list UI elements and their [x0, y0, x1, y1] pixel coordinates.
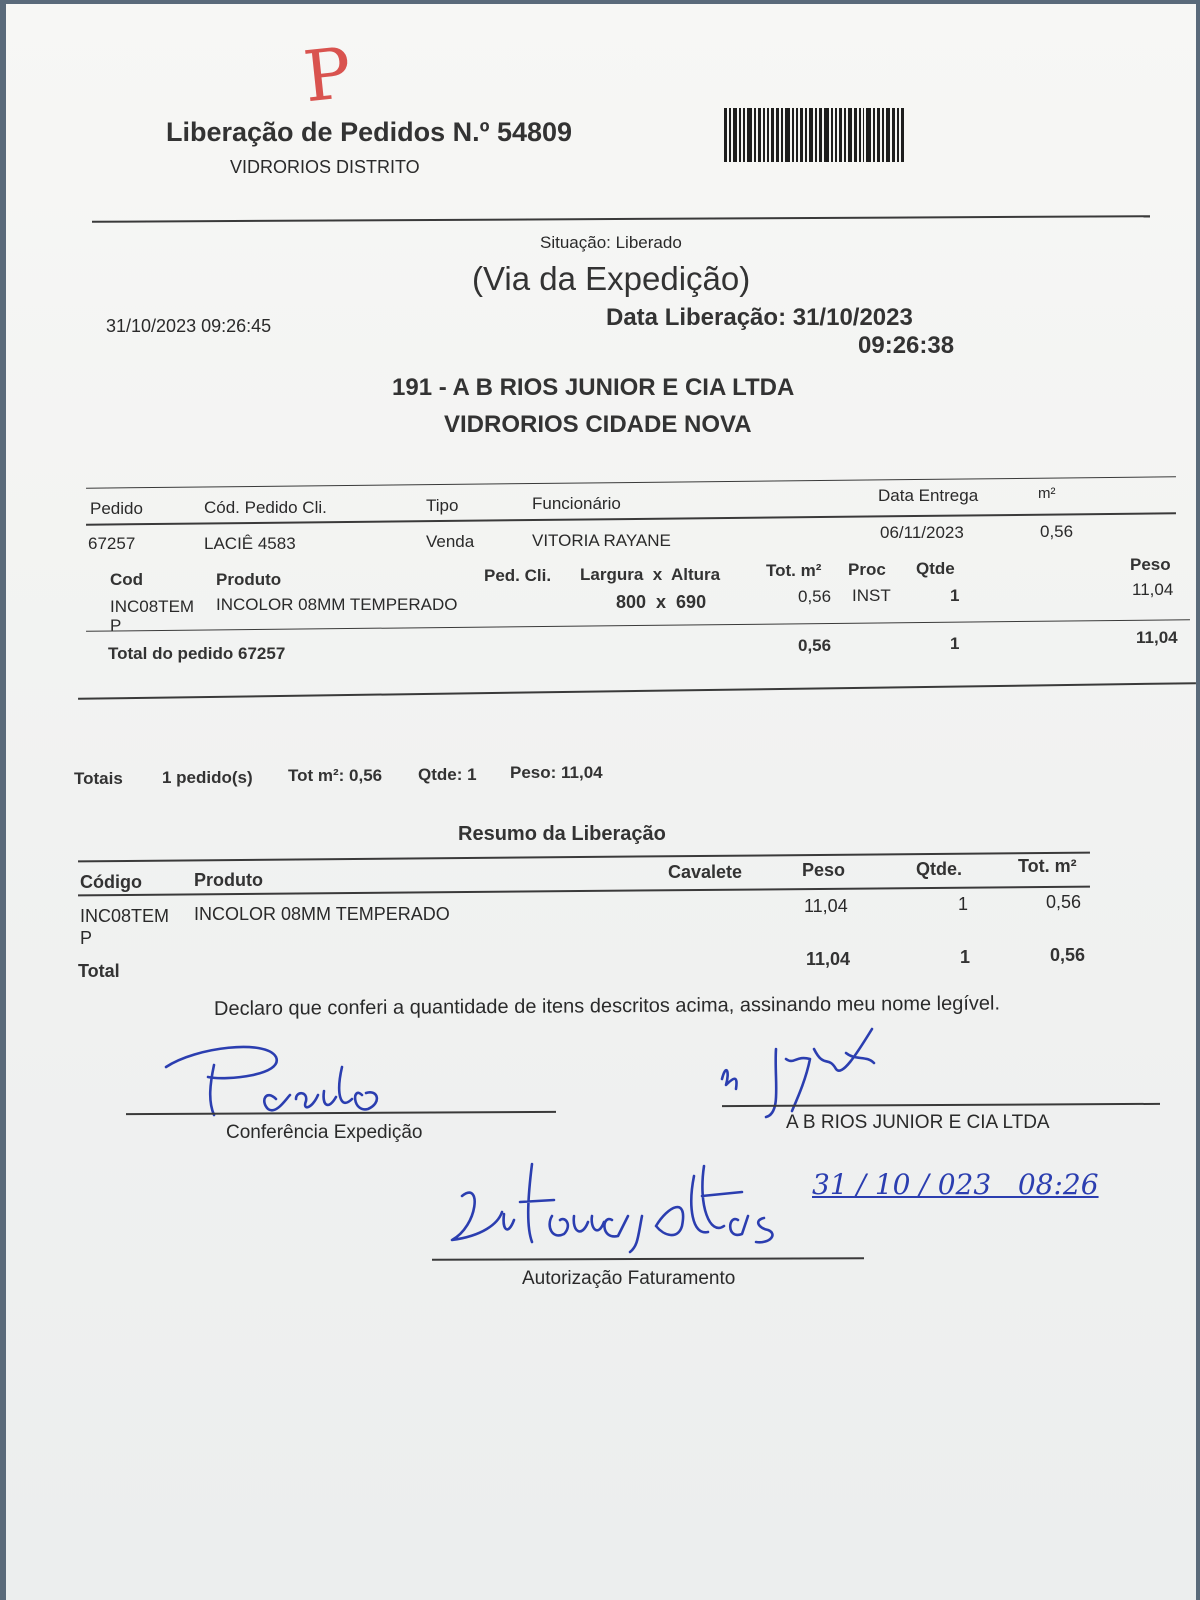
- col-header-peso: Peso: [1130, 555, 1171, 574]
- issuer-name: VIDRORIOS DISTRITO: [230, 157, 420, 177]
- divider: [78, 682, 1196, 700]
- order-total-qtde: 1: [950, 634, 960, 653]
- totals-orders: 1 pedido(s): [162, 768, 253, 787]
- item-peso: 11,04: [1132, 580, 1174, 599]
- item-qtde: 1: [950, 586, 960, 605]
- col-header-dimensions: Largura x Altura: [580, 565, 721, 584]
- totals-peso: Peso: 11,04: [510, 763, 603, 782]
- divider: [86, 476, 1176, 488]
- signature-autorizacao: [442, 1156, 802, 1266]
- document-title: Liberação de Pedidos N.º 54809: [166, 117, 573, 147]
- order-number: 67257: [88, 534, 136, 553]
- handwritten-date: 31 / 10 / 023 08:26: [812, 1168, 1099, 1201]
- document-page: [6, 4, 1196, 1600]
- signature-label-conferencia: Conferência Expedição: [226, 1122, 423, 1143]
- handwritten-mark: P: [299, 31, 356, 119]
- summary-qtde: 1: [958, 894, 969, 914]
- col-header-codigo: Código: [80, 872, 142, 892]
- divider: [86, 619, 1190, 632]
- release-date: Data Liberação: 31/10/2023: [606, 304, 913, 331]
- col-header-m2: m²: [1038, 485, 1056, 502]
- item-code-wrap: P: [110, 616, 122, 635]
- totals-m2: Tot m²: 0,56: [288, 766, 383, 785]
- col-header-cavalete: Cavalete: [668, 862, 743, 882]
- summary-product: INCOLOR 08MM TEMPERADO: [194, 904, 450, 924]
- printed-timestamp: 31/10/2023 09:26:45: [106, 316, 272, 336]
- col-header-tipo: Tipo: [426, 496, 459, 515]
- item-tot-m2: 0,56: [798, 587, 832, 606]
- status-text: Situação: Liberado: [540, 233, 682, 252]
- barcode-icon: [724, 108, 906, 162]
- client-name: 191 - A B RIOS JUNIOR E CIA LTDA: [392, 374, 795, 401]
- col-header-cod: Cod: [110, 570, 144, 589]
- release-time: 09:26:38: [858, 332, 955, 359]
- col-header-data-entrega: Data Entrega: [878, 486, 979, 505]
- summary-title: Resumo da Liberação: [458, 823, 666, 845]
- summary-total-m2: 0,56: [1050, 945, 1086, 965]
- item-dimensions: 800 x 690: [616, 592, 707, 612]
- col-header-qtde-summary: Qtde.: [916, 859, 963, 879]
- col-header-produto-summary: Produto: [194, 870, 263, 890]
- client-store: VIDRORIOS CIDADE NOVA: [444, 411, 752, 438]
- delivery-date: 06/11/2023: [880, 523, 964, 542]
- order-type: Venda: [426, 532, 475, 551]
- summary-peso: 11,04: [804, 896, 848, 916]
- client-order-code: LACIÊ 4583: [204, 534, 296, 553]
- item-proc: INST: [852, 586, 891, 605]
- summary-code-wrap: P: [80, 928, 93, 948]
- col-header-tot-m2: Tot. m²: [766, 561, 822, 580]
- col-header-cod-cli: Cód. Pedido Cli.: [204, 498, 327, 517]
- signature-label-autorizacao: Autorização Faturamento: [522, 1268, 736, 1289]
- col-header-funcionario: Funcionário: [532, 494, 621, 513]
- declaration-text: Declaro que conferi a quantidade de itens descritos acima, assinando meu nome legível.: [213, 992, 1001, 1020]
- col-header-proc: Proc: [848, 560, 886, 579]
- order-m2: 0,56: [1040, 522, 1074, 541]
- copy-label: (Via da Expedição): [472, 260, 751, 297]
- signature-conferencia: [156, 1029, 456, 1119]
- summary-total-peso: 11,04: [806, 949, 851, 969]
- totals-label: Totais: [74, 769, 123, 788]
- order-total-m2: 0,56: [798, 636, 832, 655]
- col-header-produto: Produto: [216, 570, 282, 589]
- totals-qtde: Qtde: 1: [418, 765, 477, 784]
- order-total-label: Total do pedido 67257: [108, 644, 286, 663]
- summary-total-label: Total: [78, 961, 120, 981]
- col-header-ped-cli: Ped. Cli.: [484, 566, 552, 585]
- summary-code: INC08TEM: [80, 906, 170, 926]
- summary-total-qtde: 1: [960, 947, 971, 967]
- signature-label-cliente: A B RIOS JUNIOR E CIA LTDA: [786, 1112, 1050, 1133]
- item-code: INC08TEM: [110, 597, 195, 616]
- divider: [92, 215, 1150, 223]
- col-header-qtde: Qtde: [916, 559, 955, 578]
- col-header-peso-summary: Peso: [802, 860, 846, 880]
- col-header-tot-m2-summary: Tot. m²: [1018, 856, 1077, 876]
- order-total-peso: 11,04: [1136, 628, 1178, 647]
- summary-tot-m2: 0,56: [1046, 892, 1082, 912]
- employee-name: VITORIA RAYANE: [532, 531, 671, 550]
- item-product: INCOLOR 08MM TEMPERADO: [216, 595, 458, 614]
- col-header-pedido: Pedido: [90, 499, 143, 518]
